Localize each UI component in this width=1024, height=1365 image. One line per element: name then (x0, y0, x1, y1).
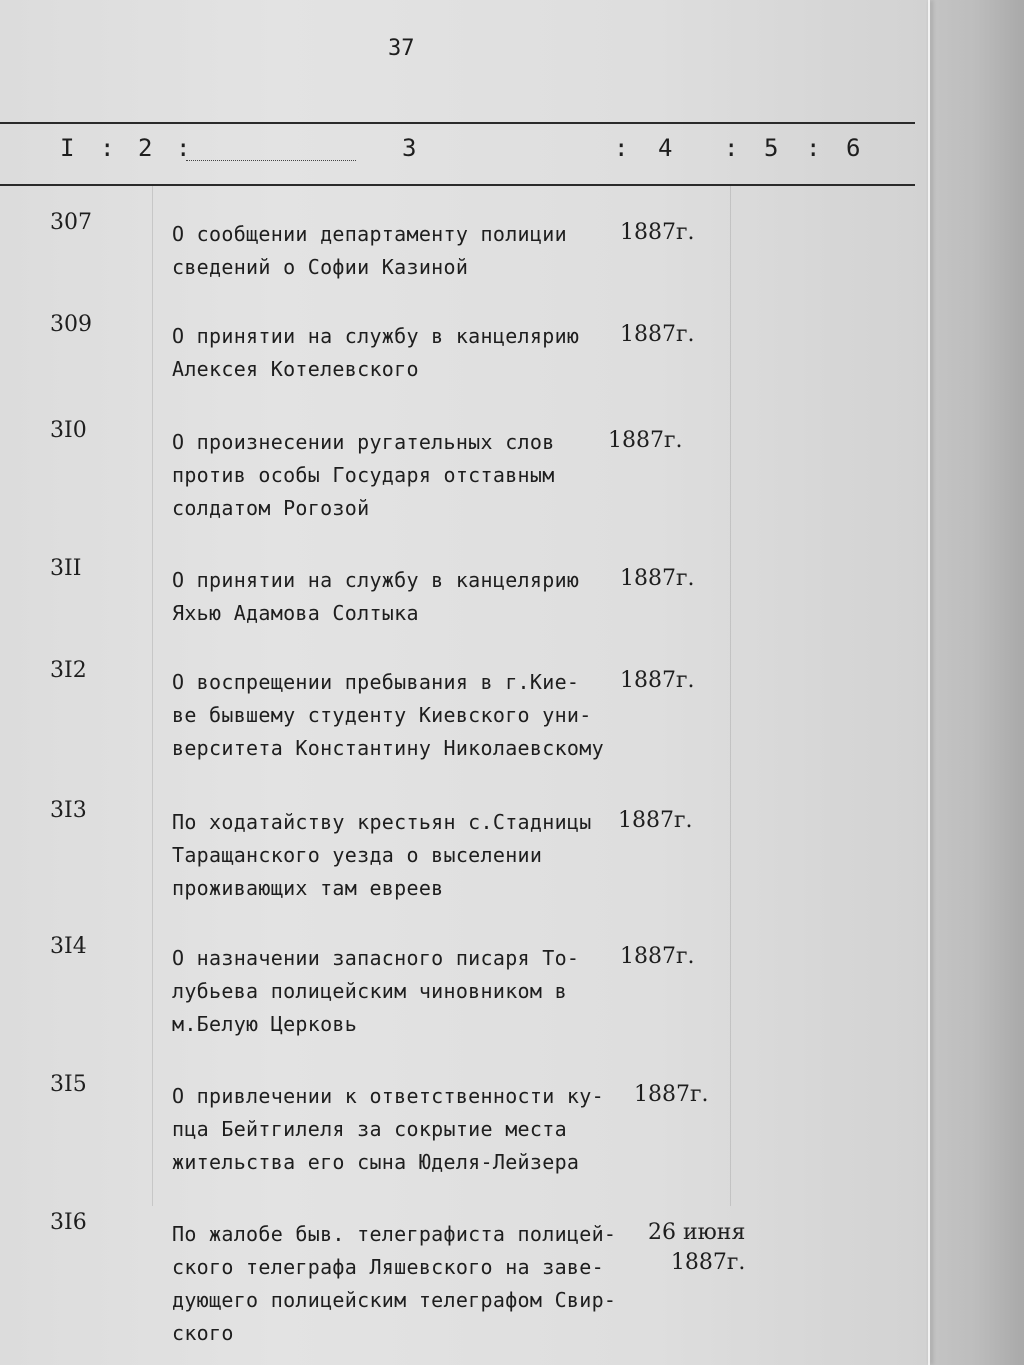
entry-date-line: 1887г. (620, 220, 695, 245)
entry-date-line: 1887г. (620, 944, 695, 969)
entry-date-line: 26 июня (648, 1220, 746, 1245)
entry-description-line: против особы Государя отставным (172, 463, 555, 487)
entry-description-line: Яхью Адамова Солтыка (172, 601, 419, 625)
entry-description-line: Таращанского уезда о выселении (172, 843, 543, 867)
column-separator: : (724, 134, 740, 162)
entry-date-line: 1887г. (670, 1250, 746, 1275)
entry-date (634, 1080, 709, 1110)
entry-description-line: О сообщении департаменту полиции (172, 222, 567, 246)
column-separator: : (806, 134, 822, 162)
entry-date (620, 666, 695, 696)
entry-description (172, 564, 652, 630)
entry-description-line: ского телеграфа Ляшевского на заве- (172, 1255, 604, 1279)
entry-description-line: О назначении запасного писаря То- (172, 946, 580, 970)
entry-description (172, 666, 652, 765)
entry-date (608, 426, 683, 456)
entry-number: 3I4 (50, 934, 87, 959)
faint-column-rule (152, 186, 153, 1206)
entry-description-line: лубьева полицейским чиновником в (172, 979, 567, 1003)
entry-description-line: сведений о Софии Казиной (172, 255, 469, 279)
entry-date-line: 1887г. (620, 322, 695, 347)
column-header-2: 2 (138, 134, 154, 162)
entry-description-line: м.Белую Церковь (172, 1012, 358, 1036)
entry-date (620, 320, 695, 350)
entry-description-line: жительства его сына Юделя-Лейзера (172, 1150, 580, 1174)
entry-number: 3I2 (50, 658, 87, 683)
entry-description-line: По жалобе быв. телеграфиста полицей- (172, 1222, 617, 1246)
entry-date-line: 1887г. (618, 808, 693, 833)
entry-date-line: 1887г. (608, 428, 683, 453)
page-number: 37 (388, 36, 415, 61)
entry-description (172, 320, 652, 386)
entry-description-line: О принятии на службу в канцелярию (172, 568, 580, 592)
column-header-5: 5 (764, 134, 780, 162)
entry-description (172, 942, 652, 1041)
entry-description-line: ве бывшему студенту Киевского уни- (172, 703, 592, 727)
entry-description-line: верситета Константину Николаевскому (172, 736, 604, 760)
entry-number: 3I5 (50, 1072, 87, 1097)
entry-date (620, 564, 695, 594)
column-separator: : (176, 134, 192, 162)
entry-description-line: О привлечении к ответственности ку- (172, 1084, 604, 1108)
entry-description-line: По ходатайству крестьян с.Стадницы (172, 810, 592, 834)
table-header-top-rule (0, 122, 915, 124)
entry-date (620, 218, 695, 248)
entry-description-line: солдатом Рогозой (172, 496, 370, 520)
entry-date-line: 1887г. (620, 668, 695, 693)
entry-description-line: пца Бейтгилеля за сокрытие места (172, 1117, 567, 1141)
entry-description (172, 806, 652, 905)
entry-description-line: Алексея Котелевского (172, 357, 419, 381)
column-separator: : (100, 134, 116, 162)
column-header-6: 6 (846, 134, 862, 162)
entry-date-line: 1887г. (620, 566, 695, 591)
column-header-underline (186, 160, 356, 161)
entry-description-line: О принятии на службу в канцелярию (172, 324, 580, 348)
entry-date (648, 1218, 745, 1278)
entry-number: 3I0 (50, 418, 87, 443)
entry-description-line: ского (172, 1321, 234, 1345)
entry-number: 3I6 (50, 1210, 87, 1235)
entry-description (172, 1080, 652, 1179)
entry-date (620, 942, 695, 972)
page-edge (928, 0, 930, 1365)
entry-description (172, 1218, 652, 1350)
column-separator: : (614, 134, 630, 162)
column-header-4: 4 (658, 134, 674, 162)
column-header-3: 3 (402, 134, 418, 162)
entry-description-line: О воспрещении пребывания в г.Кие- (172, 670, 580, 694)
entry-date-line: 1887г. (634, 1082, 709, 1107)
entry-number: 3I3 (50, 798, 87, 823)
entry-description (172, 218, 652, 284)
column-header-1: I (60, 134, 76, 162)
entry-number: 307 (50, 210, 92, 235)
entry-number: 3II (50, 556, 82, 581)
table-header-bottom-rule (0, 184, 915, 186)
entry-description-line: О произнесении ругательных слов (172, 430, 555, 454)
entry-number: 309 (50, 312, 92, 337)
entry-description-line: дующего полицейским телеграфом Свир- (172, 1288, 617, 1312)
entry-date (618, 806, 693, 836)
entry-description-line: проживающих там евреев (172, 876, 444, 900)
faint-column-rule (730, 186, 731, 1206)
entry-description (172, 426, 652, 525)
